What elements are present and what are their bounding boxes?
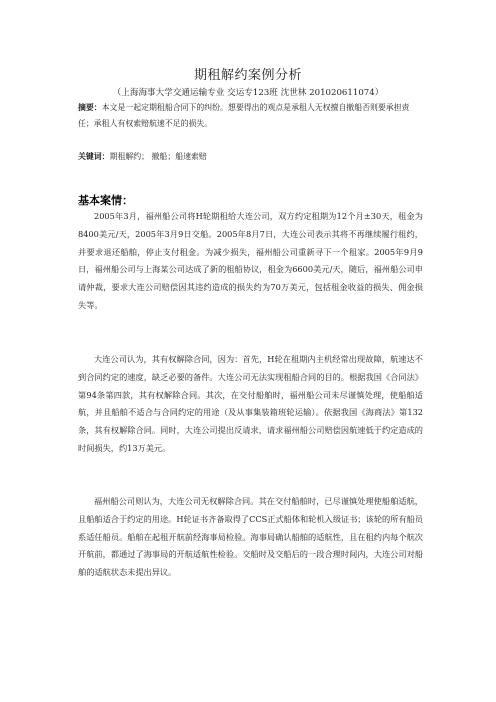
- body-paragraph: 福州船公司则认为，大连公司无权解除合同。其在交付船舶时，已尽谨慎处理使船舶适航，且船舶适合于约定的用途。H轮证书齐备取得了CCS正式船体和轮机入级证书；该轮的所有船员系适任船员。船舶在起租开航前经海事局检验。海事局确认船舶的适航性，且在租约内每个航次开航前，都通过了海事局的开航适航性检验。交船时及交船后的一段合理时间内，大连公司对船舶的适航状态未提出异议。: [78, 496, 423, 578]
- body-paragraph: 大连公司认为，其有权解除合同，因为：首先，H轮在租期内主机经常出现故障，航速达不到合同约定的速度，缺乏必要的备件。大连公司无法实现租船合同的目的。根据我国《合同法》第94条第四款，其有权解除合同。其次，在交付船舶时，福州船公司未尽谨慎处理，使船舶适航，并且船舶不适合与合同约定的用途（及从事集装箱班轮运输）。依据我国《海商法》第132条，其有权解除合同。同时，大连公司提出反请求，请求福州船公司赔偿因航速低于约定造成的时间损失，约13万美元。: [78, 354, 423, 453]
- body-paragraph: 2005年3月，福州船公司将H轮期租给大连公司，双方约定租期为12个月±30天，租金为8400美元/天，2005年3月9日交船。2005年8月7日，大连公司表示其将不再继续履行租约，并要求退还船舶，停止支付租金。为减少损失，福州船公司重新寻下一个租家。2005年9月9日，福州船公司与上海某公司达成了新的租船协议，租金为6600美元/天，随后，福州船公司申请仲裁，要求大连公司赔偿因其违约造成的损失约为70万美元，包括租金收益的损失、佣金损失等。: [78, 211, 423, 310]
- document-title: 期租解约案例分析: [193, 68, 302, 83]
- keywords: [78, 150, 423, 164]
- abstract-label: 摘要：: [78, 103, 102, 112]
- keywords-label: 关键词：: [78, 152, 110, 161]
- abstract-text: 本文是一起定期租船合同下的纠纷。想要得出的观点是承租人无权擅自撤船否则要承担责任；承租人有权索赔航速不足的损失。: [78, 103, 410, 128]
- keywords-text: 期租解约； 撤船；船速索赔: [109, 152, 207, 161]
- section-heading: 基本案情：: [78, 194, 133, 207]
- abstract: [78, 100, 423, 131]
- author-line: （上海海事大学交通运输专业 交运专123班 沈世林 201020611074）: [112, 88, 384, 98]
